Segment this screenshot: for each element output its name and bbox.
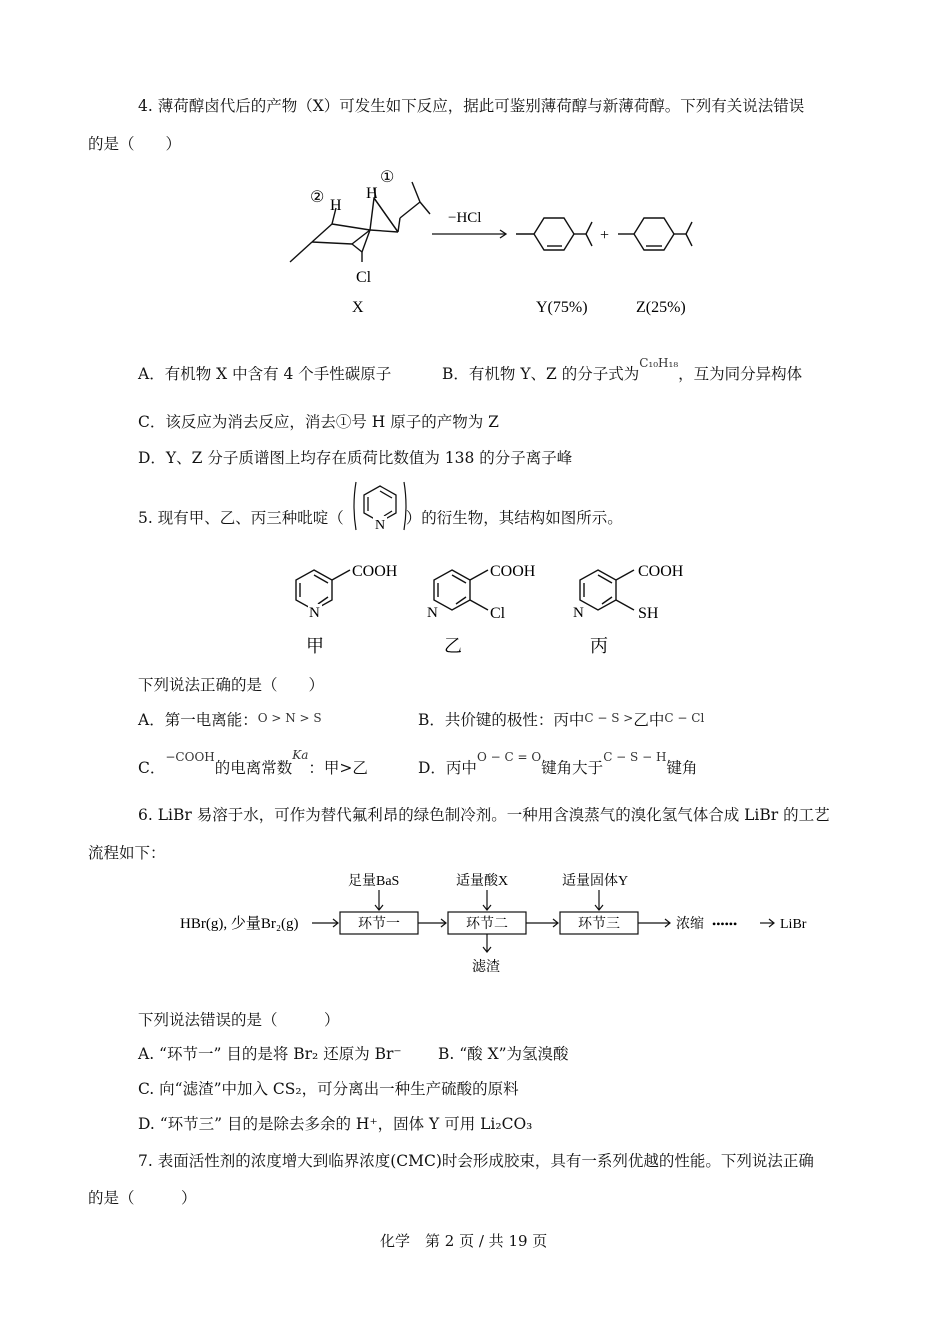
q6-option-c: C. 向“滤渣”中加入 CS₂，可分离出一种生产硫酸的原料 <box>138 1080 519 1098</box>
bing-n: N <box>573 605 584 621</box>
q7-stem-line1: 7. 表面活性剂的浓度增大到临界浓度(CMC)时会形成胶束，具有一系列优越的性能。下列说法正确 <box>138 1152 814 1170</box>
flow-add2: 适量酸X <box>456 874 509 889</box>
q5-structures-figure <box>280 556 720 660</box>
jia-label: 甲 <box>306 636 324 656</box>
flow-dots: •••••• <box>712 917 738 931</box>
q5-option-a: A．第一电离能：O > N > S <box>138 711 322 729</box>
flow-step2: 环节二 <box>466 917 508 932</box>
q6-option-a: A. “环节一” 目的是将 Br₂ 还原为 Br⁻ <box>138 1045 402 1063</box>
flow-step1: 环节一 <box>358 917 400 932</box>
q4-plus: + <box>600 227 610 244</box>
q5-option-d: D．丙中$^{O - C = O}$键角大于$^{C - S - H}$键角 <box>418 750 698 777</box>
yi-cooh: COOH <box>490 563 536 580</box>
flow-product: LiBr <box>780 917 807 932</box>
bing-label: 丙 <box>590 636 608 656</box>
q4-h2: H <box>330 197 342 214</box>
flow-add3: 适量固体Y <box>562 874 629 889</box>
q4-option-b-formula: C₁₀H₁₈ <box>639 356 679 370</box>
q5-option-b: B．共价键的极性：丙中C − S >乙中C − Cl <box>418 711 705 729</box>
yi-n: N <box>427 605 438 621</box>
q4-reaction-figure <box>270 160 720 320</box>
q6-stem-line1: 6. LiBr 易溶于水，可作为替代氟利昂的绿色制冷剂。一种用含溴蒸气的溴化氢气体合成 LiBr 的工艺 <box>138 806 830 824</box>
q5-pyridine-structure <box>352 478 408 534</box>
jia-cooh: COOH <box>352 563 398 580</box>
q7-stem-line2: 的是（ ） <box>88 1189 197 1207</box>
flow-concentrate: 浓缩 <box>676 917 704 932</box>
q6-flow-chart <box>180 868 830 980</box>
q4-option-a: A．有机物 X 中含有 4 个手性碳原子 <box>138 365 392 383</box>
q4-option-c: C．该反应为消去反应，消去①号 H 原子的产物为 Z <box>138 413 499 431</box>
bing-sh: SH <box>638 605 659 622</box>
q4-reagent: −HCl <box>448 210 482 226</box>
flow-add1: 足量BaS <box>348 874 400 889</box>
q4-cl: Cl <box>356 269 372 286</box>
q6-question: 下列说法错误的是（ ） <box>138 1011 340 1029</box>
q4-label-z: Z(25%) <box>636 299 686 316</box>
q6-option-b: B. “酸 X”为氢溴酸 <box>438 1045 569 1063</box>
q6-option-d: D. “环节三” 目的是除去多余的 H⁺，固体 Y 可用 Li₂CO₃ <box>138 1115 533 1133</box>
flow-step3: 环节三 <box>578 917 620 932</box>
q4-label-x: X <box>352 299 364 316</box>
page-footer: 化学 第 2 页 / 共 19 页 <box>380 1232 548 1250</box>
q5-pyridine-n: N <box>375 518 386 533</box>
jia-n: N <box>309 605 320 621</box>
flow-residue: 滤渣 <box>472 960 500 975</box>
q4-stem-line1: 4. 薄荷醇卤代后的产物（X）可发生如下反应，据此可鉴别薄荷醇与新薄荷醇。下列有关说法错误 <box>138 97 805 115</box>
yi-label: 乙 <box>444 636 462 656</box>
q4-circle1: ① <box>380 169 395 186</box>
bing-cooh: COOH <box>638 563 684 580</box>
q4-option-d: D．Y、Z 分子质谱图上均存在质荷比数值为 138 的分子离子峰 <box>138 449 573 467</box>
flow-input: HBr(g), 少量Br₂(g) <box>180 916 299 932</box>
q5-option-c: C．$^{-COOH}$的电离常数$^{Ka}$：甲>乙 <box>138 748 368 777</box>
q4-option-b: B．有机物 Y、Z 的分子式为$^{C_{10}H_{18}}$，互为同分异构体 <box>442 356 803 383</box>
q5-question: 下列说法正确的是（ ） <box>138 676 325 694</box>
q5-stem: 5. 现有甲、乙、丙三种吡啶（ ）的衍生物，其结构如图所示。 <box>138 509 623 527</box>
q4-stem-line2: 的是（ ） <box>88 135 182 153</box>
q4-h1: H <box>366 185 378 202</box>
q4-circle2: ② <box>310 189 325 206</box>
q4-label-y: Y(75%) <box>536 299 588 316</box>
yi-cl: Cl <box>490 605 506 622</box>
q6-stem-line2: 流程如下： <box>88 844 166 862</box>
